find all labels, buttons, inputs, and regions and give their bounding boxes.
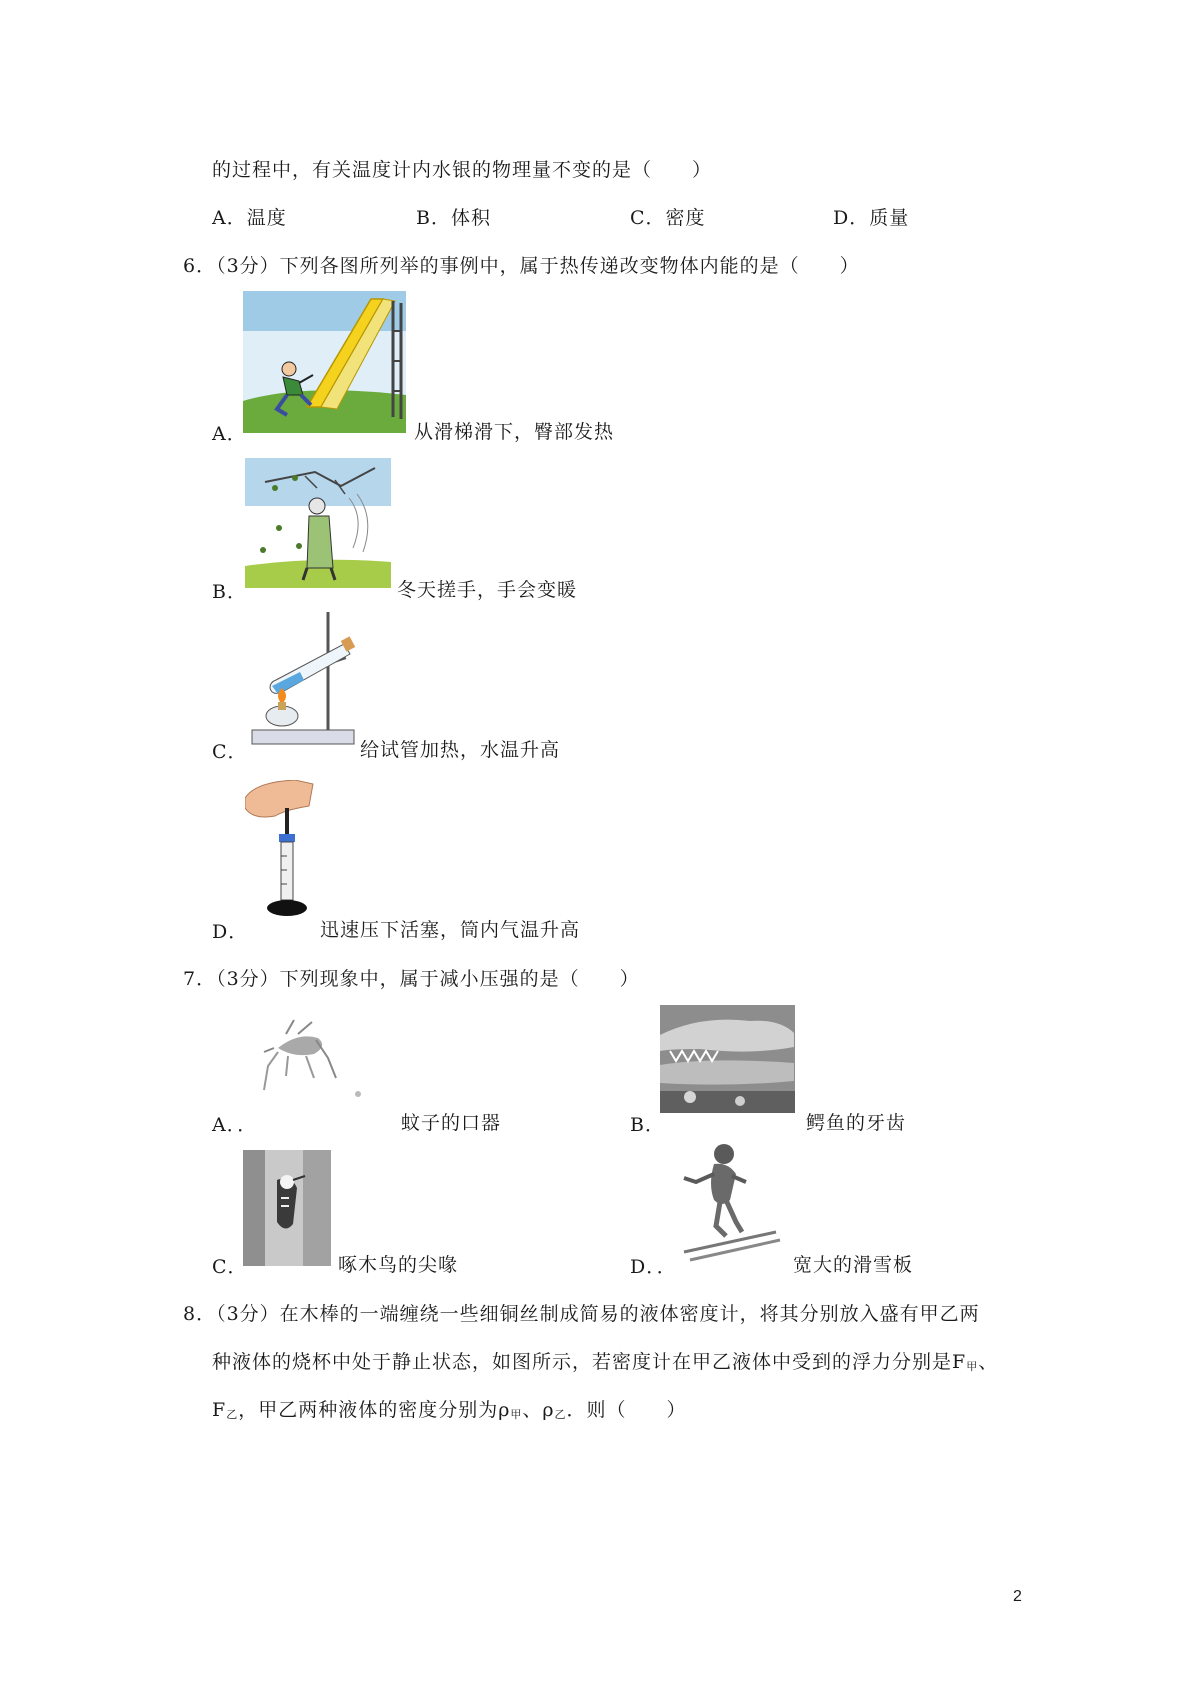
mosquito-mouthparts-picture [258, 1018, 368, 1100]
q6-option-c-text: 给试管加热，水温升高 [360, 739, 561, 761]
crocodile-teeth-picture [660, 1005, 795, 1113]
q6-option-a-text: 从滑梯滑下，臀部发热 [414, 421, 615, 443]
page-number: 2 [1013, 1588, 1022, 1605]
q5-continuation: 的过程中，有关温度计内水银的物理量不变的是（ ） [212, 159, 713, 181]
q5-option-c: C．密度 [630, 207, 706, 229]
q8-line-3 [212, 1398, 687, 1427]
q8-force-f: F [212, 1399, 227, 1421]
q6-option-d-label: D． [212, 921, 249, 943]
piston-compression-picture [245, 780, 317, 920]
q8-line-1: 8．（3分）在木棒的一端缠绕一些细铜丝制成简易的液体密度计，将其分别放入盛有甲乙两 [183, 1303, 980, 1325]
q7-option-b-label: B． [630, 1114, 665, 1136]
q6-stem: 6．（3分）下列各图所列举的事例中，属于热传递改变物体内能的是（ ） [183, 255, 860, 277]
q6-option-a-label: A． [212, 423, 247, 445]
q8-line-3-text: ，甲乙两种液体的密度分别为ρ [238, 1399, 511, 1421]
subscript-jia-2: 甲 [510, 1408, 523, 1421]
q8-line-2-text: 种液体的烧杯中处于静止状态，如图所示，若密度计在甲乙液体中受到的浮力分别是F [212, 1351, 967, 1373]
subscript-jia: 甲 [966, 1360, 979, 1373]
q7-stem: 7．（3分）下列现象中，属于减小压强的是（ ） [183, 968, 640, 990]
q8-line-3-end: ．则（ ） [566, 1399, 687, 1421]
q6-option-c-label: C． [212, 741, 248, 763]
q6-option-d-text: 迅速压下活塞，筒内气温升高 [320, 919, 581, 941]
q7-option-c-text: 啄木鸟的尖喙 [338, 1254, 459, 1276]
q5-option-b: B．体积 [416, 207, 491, 229]
q8-line-2 [212, 1350, 998, 1379]
q7-option-a-text: 蚊子的口器 [401, 1112, 502, 1134]
q7-option-a-label: A．． [212, 1114, 258, 1136]
test-tube-heating-picture [248, 608, 358, 753]
slide-picture [243, 291, 406, 433]
q8-line-2-end: 、 [978, 1351, 999, 1373]
q5-option-d: D．质量 [833, 207, 910, 229]
q8-line-3-rho: 、ρ [522, 1399, 555, 1421]
q6-option-b-text: 冬天搓手，手会变暖 [397, 579, 578, 601]
q7-option-c-label: C． [212, 1256, 248, 1278]
q6-option-b-label: B． [212, 581, 247, 603]
q5-option-a: A．温度 [212, 207, 287, 229]
q7-option-d-text: 宽大的滑雪板 [793, 1254, 914, 1276]
woodpecker-beak-picture [243, 1150, 331, 1266]
subscript-yi: 乙 [226, 1408, 239, 1421]
subscript-yi-2: 乙 [554, 1408, 567, 1421]
snowboard-skier-picture [676, 1140, 786, 1270]
q7-option-b-text: 鳄鱼的牙齿 [806, 1112, 907, 1134]
q7-option-d-label: D．． [630, 1256, 677, 1278]
rubbing-hands-picture [245, 458, 391, 588]
